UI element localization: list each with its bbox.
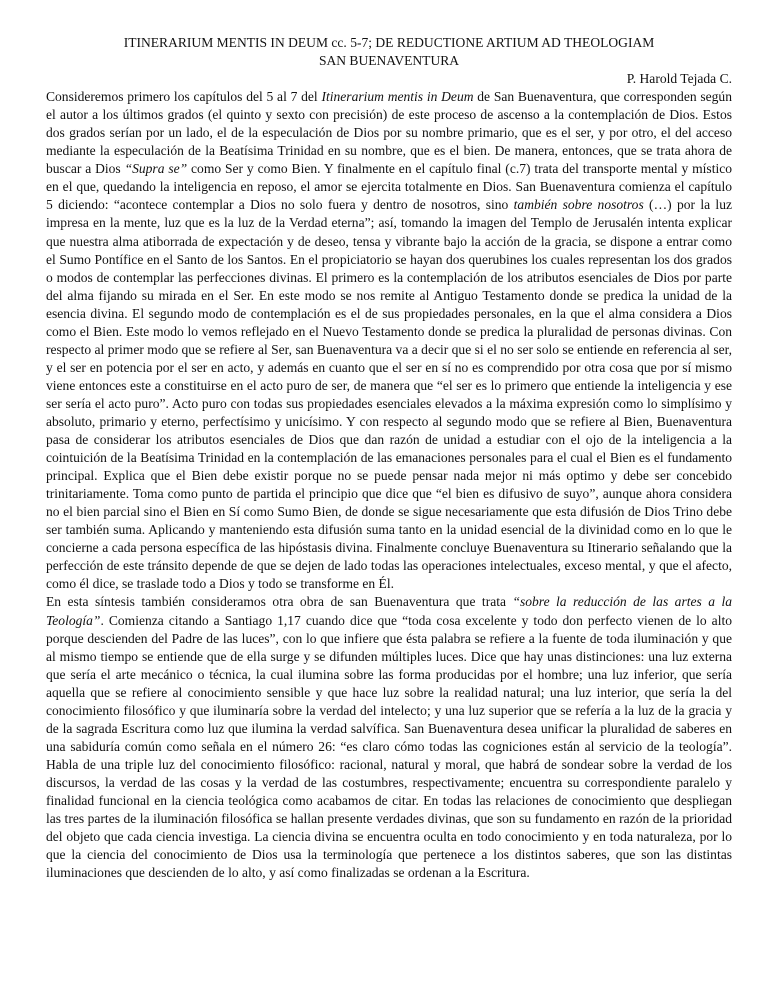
paragraph-run-italic: Itinerarium mentis in Deum [321, 89, 474, 105]
paragraph-run: Consideremos primero los capítulos del 5 al 7 del [46, 89, 322, 105]
paragraph-run: como Ser y como Bien. Y finalmente en el capítulo final (c.7) trata del transporte mental y místico en el que, quedando la inteligencia en reposo, el amor se ejercita totalmente en Dios. San Buenaventura comienza el capítulo 5 diciendo: “acontece contemplar a Dios no solo fuera y dentro de nosotros, sino [46, 161, 733, 213]
document-title-line-1: ITINERARIUM MENTIS IN DEUM cc. 5-7; DE REDUCTIONE ARTIUM AD THEOLOGIAM [123, 35, 655, 50]
paragraph-run-italic: “sobre la reducción de las artes a la Teología” [46, 594, 732, 628]
document-author: P. Harold Tejada C. [626, 71, 732, 87]
document-title-line-2: SAN BUENAVENTURA [318, 53, 460, 69]
paragraph-run-italic: también sobre nosotros [513, 197, 644, 213]
paragraph-run: . Comienza citando a Santiago 1,17 cuando dice que “toda cosa excelente y todo don perfecto vienen de lo alto porque descienden del Padre de las luces”, con lo que infiere que ésta palabra se refiere a la fuente de toda iluminación y que al mismo tiempo se entiende que de ella surge y se difunden múltiples luces. Dice que hay unas distinciones: una luz externa que sería el arte mecánico o técnica, la cual ilumina sobre las forma producidas por el hombre; una luz inferior, que sería aquella que se refiere al conocimiento sensible y que hace luz sobre la realidad natural; una luz interior, que sería la del conocimiento filosófico y que iluminaría sobre la verdad del intelecto; y una luz superior que se refería a la luz de la gracia y de la sagrada Escritura como luz que ilumina la verdad salvífica. San Buenaventura desea unificar la pluralidad de saberes en una sabiduría común como señala en el número 26: “es claro cómo todas las cogniciones están al servicio de la teología”. Habla de una triple luz del conocimiento filosófico: racional, natural y moral, que habrá de sondear sobre la verdad de los discursos, la verdad de las cosas y la verdad de las costumbres, respectivamente; encuentra su correspondiente paralelo y finalidad funcional en la ciencia teológica como acabamos de citar. En todas las relaciones de conocimiento que despliegan las tres partes de la iluminación filosófica se hallan presente verdades divinas, que son su fundamento en razón de la prioridad del objeto que cada ciencia investiga. La ciencia divina se encuentra oculta en todo conocimiento y en toda naturaleza, por lo que la ciencia del conocimiento de Dios usa la terminología que pertenece a los distintos saberes, que son las distintas iluminaciones que descienden de lo alto, y así como finalizadas se ordenan a la Escritura. [46, 612, 732, 881]
paragraph-itinerarium [46, 88, 732, 593]
paragraph-run: de San Buenaventura, que corresponden según el autor a los últimos grados (el quinto y sexto con precisión) de este proceso de ascenso a la contemplación de Dios. Estos dos grados serían por un lado, el de la especulación de Dios por su nombre primario, que es el ser, y por otro, el del acceso mediante la especulación de la Beatísima Trinidad en su nombre, que es el bien. De manera, entonces, que se trata ahora de buscar a Dios [46, 89, 732, 177]
paragraph-run: En esta síntesis también consideramos otra obra de san Buenaventura que trata [46, 594, 513, 610]
paragraph-run-italic: “Supra se” [124, 161, 188, 177]
paragraph-reduccion [46, 593, 732, 882]
paragraph-run: (…) por la luz impresa en la mente, luz que es la luz de la Verdad eterna”; así, tomando la imagen del Templo de Jerusalén intenta explicar que nuestra alma atiborrada de expectación y de deseo, tensa y vibrante bajo la acción de la gracia, se dispone a entrar como el Sumo Pontífice en el Santo de los Santos. En el propiciatorio se hayan dos querubines los cuales representan los dos grados o modos de contemplar las perfecciones divinas. El primero es la contemplación de los atributos esenciales de Dios por parte del alma fijando su mirada en el Ser. En este modo se nos remite al Antiguo Testamento donde se predica la unidad de la esencia divina. El segundo modo de contemplación es el de sus propiedades personales, en la que el alma considera a Dios como el Bien. Este modo lo vemos reflejado en el Nuevo Testamento donde se predica la pluralidad de personas divinas. Con respecto al primer modo que se refiere al Ser, san Buenaventura va a decir que si el no ser solo se entiende en referencia al ser, y el ser en potencia por el ser en acto, y además en cuanto que el ser en sí no es comprendido por otra cosa que por sí mismo viene entonces este a constituirse en el acto puro de ser, de manera que “el ser es lo primero que entiende la inteligencia y ese ser sería el acto puro”. Acto puro con todas sus propiedades esenciales elevados a la máxima expresión como lo simplísimo y absoluto, primario y eterno, perfectísimo y unicísimo. Y con respecto al segundo modo que se refiere al Bien, Buenaventura pasa de considerar los atributos esenciales de Dios que dan razón de unidad a estudiar con el ojo de la inteligencia a la cointuición de la Beatísima Trinidad en la contemplación de las emanaciones personales para el cual el Bien es el fundamento principal. Explica que el Bien debe existir porque no se puede pensar nada mejor ni más optimo y debe ser concebido trinitariamente. Toma como punto de partida el principio que dice que “el bien es difusivo de suyo”, aunque ahora considera no el bien parcial sino el Bien en Sí como Sumo Bien, de donde se sigue necesariamente que esta difusión de Dios Trino debe ser también suma. Aplicando y manteniendo esta difusión suma tanto en la unidad esencial de la divinidad como en lo que le concierne a cada persona específica de las hipóstasis divina. Finalmente concluye Buenaventura su Itinerario señalando que la perfección de este tránsito depende de que se dejen de lado todas las operaciones intelectuales, exceso mental, y que el afecto, como él dice, se traslade todo a Dios y todo se transforme en Él. [46, 197, 732, 592]
